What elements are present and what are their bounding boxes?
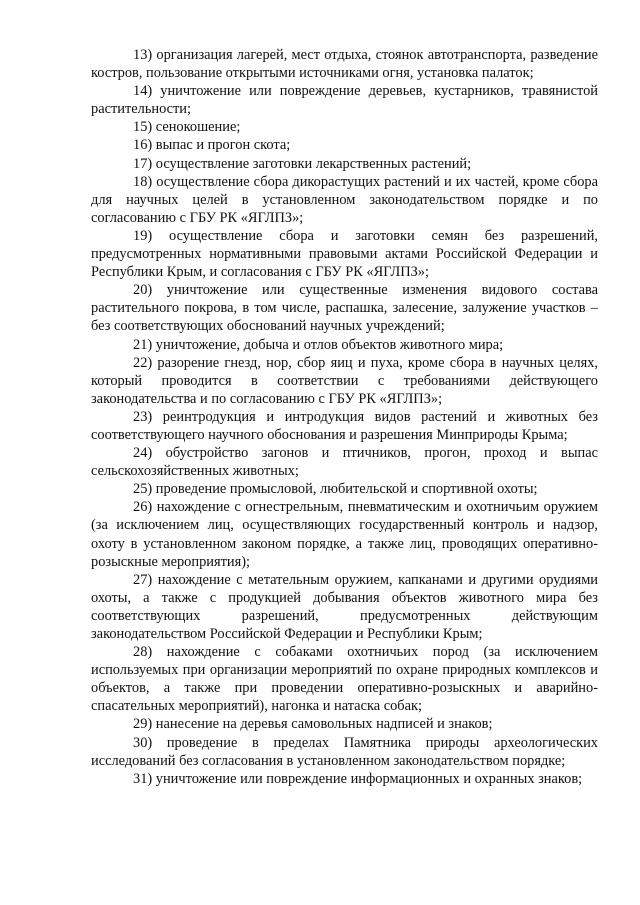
document-page [91, 46, 598, 788]
list-item-26: 26) нахождение с огнестрельным, пневматическим и охотничьим оружием (за исключением лиц, осуществляющих государственный контроль и надзор, охоту в установленном законом порядке, а также лиц, проводящих оперативно-розыскные мероприятия); [91, 499, 598, 570]
list-item-27: 27) нахождение с метательным оружием, капканами и другими орудиями охоты, а также с продукцией добывания объектов животного мира без соответствующих разрешений, предусмотренных действующим законодательством Российской Федерации и Республики Крым; [91, 571, 598, 642]
list-item-30: 30) проведение в пределах Памятника природы археологических исследований без согласования в установленном законодательством порядке; [91, 734, 598, 769]
list-item-15: 15) сенокошение; [133, 119, 241, 136]
list-item-16: 16) выпас и прогон скота; [133, 137, 291, 154]
list-item-19: 19) осуществление сбора и заготовки семян без разрешений, предусмотренных нормативными правовыми актами Российской Федерации и Республики Крым, и согласования с ГБУ РК «ЯГЛПЗ»; [91, 227, 598, 281]
list-item-25: 25) проведение промысловой, любительской и спортивной охоты; [133, 481, 538, 498]
list-item-17: 17) осуществление заготовки лекарственных растений; [133, 155, 472, 172]
list-item-18: 18) осуществление сбора дикорастущих растений и их частей, кроме сбора для научных целей в установленном законодательством порядке и по согласованию с ГБУ РК «ЯГЛПЗ»; [91, 173, 598, 226]
list-item-29: 29) нанесение на деревья самовольных надписей и знаков; [133, 716, 493, 733]
list-item-21: 21) уничтожение, добыча и отлов объектов животного мира; [133, 336, 504, 353]
list-item-31: 31) уничтожение или повреждение информационных и охранных знаков; [133, 770, 583, 787]
list-item-22: 22) разорение гнезд, нор, сбор яиц и пуха, кроме сбора в научных целях, который проводится в соответствии с требованиями действующего законодательства и по согласованию с ГБУ РК «ЯГЛПЗ»; [91, 354, 598, 407]
list-item-28: 28) нахождение с собаками охотничьих пород (за исключением используемых при организации мероприятий по охране природных комплексов и объектов, а также при проведении оперативно-розыскных и аварийно-спасательных мероприятий), нагонка и натаска собак; [91, 644, 598, 715]
list-item-20: 20) уничтожение или существенные изменения видового состава растительного покрова, в том числе, распашка, залесение, залужение участков – без соответствующих обоснований научных учреждений; [91, 282, 598, 335]
list-item-24: 24) обустройство загонов и птичников, прогон, проход и выпас сельскохозяйственных животных; [91, 445, 598, 480]
list-item-14: 14) уничтожение или повреждение деревьев, кустарников, травянистой растительности; [91, 83, 598, 118]
list-item-23: 23) реинтродукция и интродукция видов растений и животных без соответствующего научного обоснования и разрешения Минприроды Крыма; [91, 408, 598, 443]
list-item-13: 13) организация лагерей, мест отдыха, стоянок автотранспорта, разведение костров, пользование открытыми источниками огня, установка палаток; [91, 47, 598, 82]
